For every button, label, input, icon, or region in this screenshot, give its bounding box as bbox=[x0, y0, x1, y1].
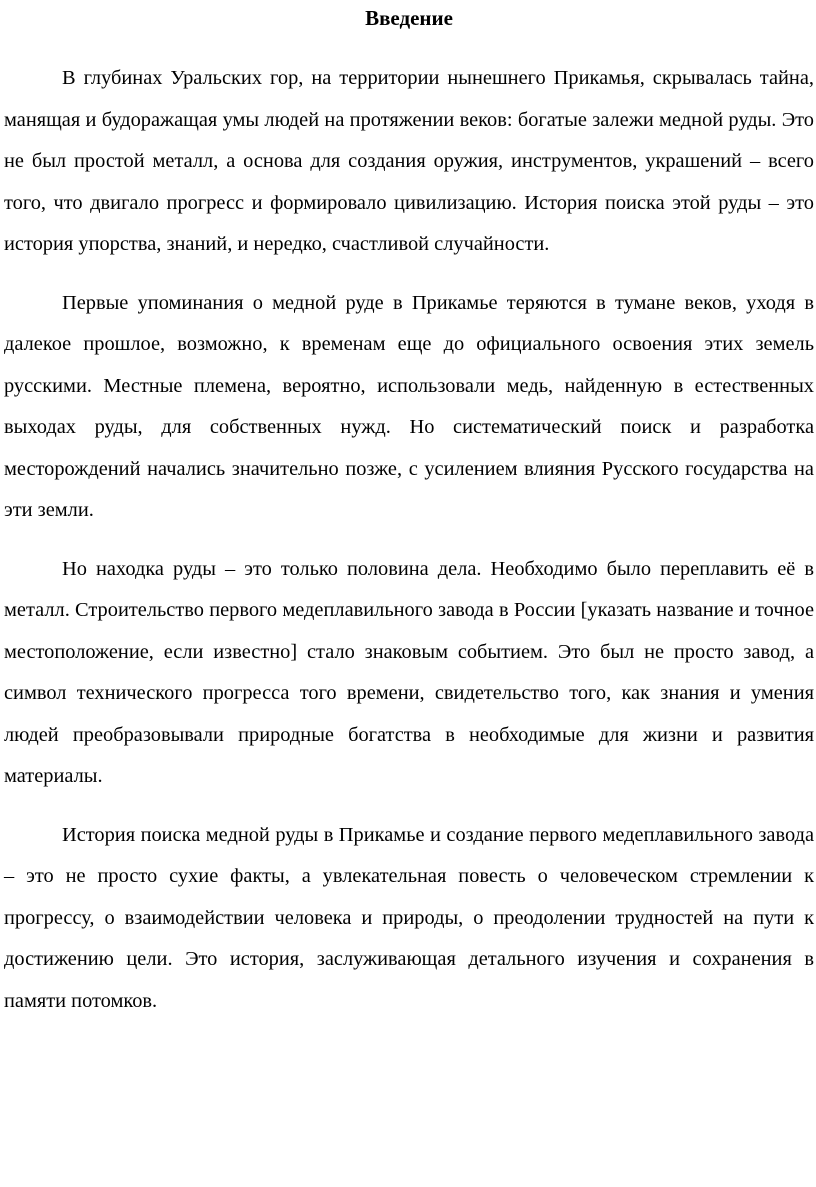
paragraph-2: Первые упоминания о медной руде в Прикамье теряются в тумане веков, уходя в далекое прошлое, возможно, к временам еще до официального освоения этих земель русскими. Местные племена, вероятно, использовали медь, найденную в естественных выходах руды, для собственных нужд. Но систематический поиск и разработка месторождений начались значительно позже, с усилением влияния Русского государства на эти земли. bbox=[4, 291, 814, 521]
page-title: Введение bbox=[365, 6, 453, 30]
paragraph-4: История поиска медной руды в Прикамье и создание первого медеплавильного завода – это не просто сухие факты, а увлекательная повесть о человеческом стремлении к прогрессу, о взаимодействии человека и природы, о преодолении трудностей на пути к достижению цели. Это история, заслуживающая детального изучения и сохранения в памяти потомков. bbox=[4, 823, 814, 1012]
paragraph-1: В глубинах Уральских гор, на территории нынешнего Прикамья, скрывалась тайна, манящая и будоражащая умы людей на протяжении веков: богатые залежи медной руды. Это не был простой металл, а основа для создания оружия, инструментов, украшений – всего того, что двигало прогресс и формировало цивилизацию. История поиска этой руды – это история упорства, знаний, и нередко, счастливой случайности. bbox=[4, 67, 814, 255]
paragraph-3: Но находка руды – это только половина дела. Необходимо было переплавить её в металл. Строительство первого медеплавильного завода в России [указать название и точное местоположение, если известно] стало знаковым событием. Это был не просто завод, а символ технического прогресса того времени, свидетельство того, как знания и умения людей преобразовывали природные богатства в необходимые для жизни и развития материалы. bbox=[4, 557, 814, 787]
document-body bbox=[4, 58, 814, 1022]
